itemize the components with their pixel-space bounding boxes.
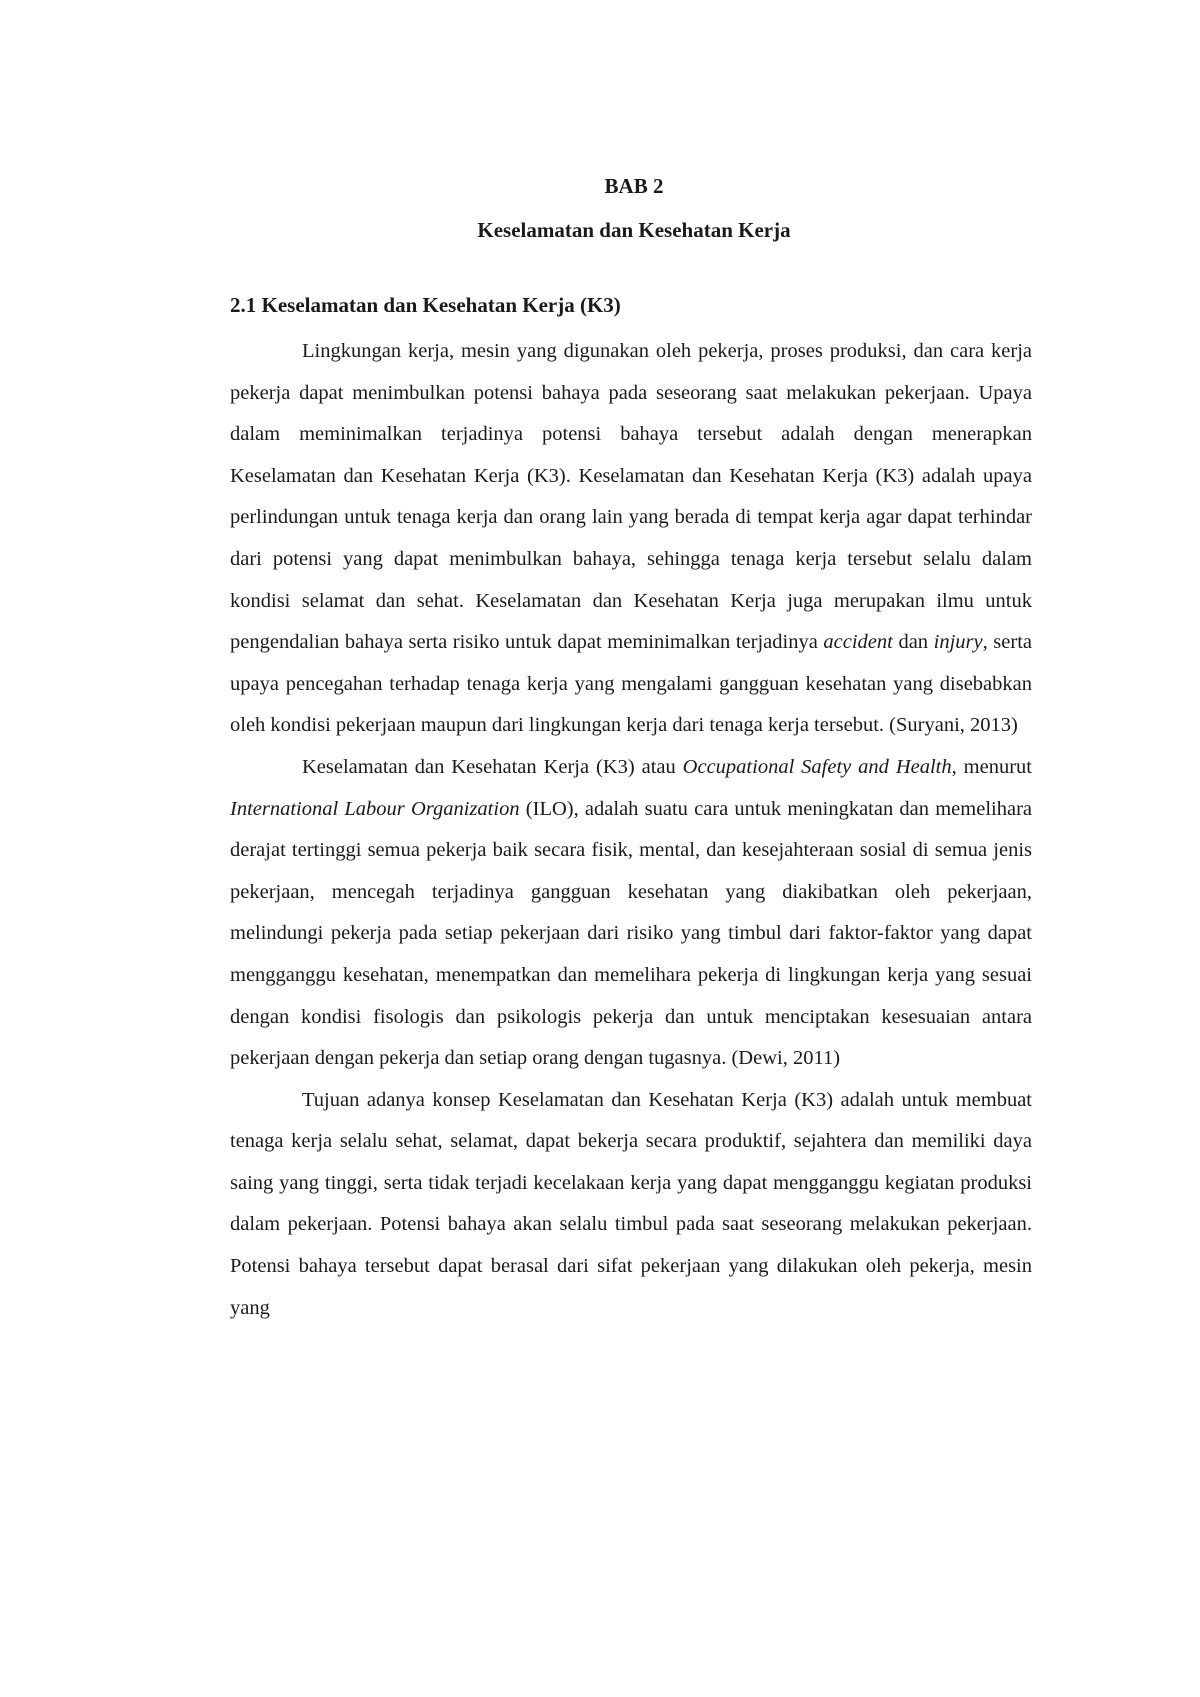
paragraph-1-text-b: dan	[892, 631, 934, 654]
chapter-title: Keselamatan dan Kesehatan Kerja	[477, 218, 791, 242]
paragraph-1-term-accident: accident	[823, 631, 893, 654]
paragraph-2-text-a: Keselamatan dan Kesehatan Kerja (K3) atau	[302, 755, 683, 778]
paragraph-2-term-ilo: International Labour Organization	[230, 797, 520, 820]
paragraph-1	[230, 331, 1032, 747]
section-heading: 2.1 Keselamatan dan Kesehatan Kerja (K3)	[230, 293, 621, 317]
paragraph-2	[230, 747, 1032, 1080]
paragraph-2-text-b: , menurut	[951, 755, 1032, 778]
paragraph-1-term-injury: injury	[933, 631, 983, 654]
paragraph-1-text-a: Lingkungan kerja, mesin yang digunakan oleh pekerja, proses produksi, dan cara kerja pekerja dapat menimbulkan potensi bahaya pada seseorang saat melakukan pekerjaan. Upaya dalam meminimalkan terjadinya potensi bahaya tersebut adalah dengan menerapkan Keselamatan dan Kesehatan Kerja (K3). Keselamatan dan Kesehatan Kerja (K3) adalah upaya perlindungan untuk tenaga kerja dan orang lain yang berada di tempat kerja agar dapat terhindar dari potensi yang dapat menimbulkan bahaya, sehingga tenaga kerja tersebut selalu dalam kondisi selamat dan sehat. Keselamatan dan Kesehatan Kerja juga merupakan ilmu untuk pengendalian bahaya serta risiko untuk dapat meminimalkan terjadinya	[230, 340, 1032, 654]
paragraph-3: Tujuan adanya konsep Keselamatan dan Kesehatan Kerja (K3) adalah untuk membuat tenaga kerja selalu sehat, selamat, dapat bekerja secara produktif, sejahtera dan memiliki daya saing yang tinggi, serta tidak terjadi kecelakaan kerja yang dapat mengganggu kegiatan produksi dalam pekerjaan. Potensi bahaya akan selalu timbul pada saat seseorang melakukan pekerjaan. Potensi bahaya tersebut dapat berasal dari sifat pekerjaan yang dilakukan oleh pekerja, mesin yang	[230, 1088, 1032, 1319]
paragraph-1-text-c: , serta upaya pencegahan terhadap tenaga kerja yang mengalami gangguan kesehatan yang disebabkan oleh kondisi pekerjaan maupun dari lingkungan kerja dari tenaga kerja tersebut. (Suryani, 2013)	[230, 631, 1032, 737]
paragraph-2-term-osh: Occupational Safety and Health	[682, 755, 952, 778]
chapter-number: BAB 2	[604, 174, 664, 198]
paragraph-2-text-c: (ILO), adalah suatu cara untuk meningkatan dan memelihara derajat tertinggi semua pekerja baik secara fisik, mental, dan kesejahteraan sosial di semua jenis pekerjaan, mencegah terjadinya gangguan kesehatan yang diakibatkan oleh pekerjaan, melindungi pekerja pada setiap pekerjaan dari risiko yang timbul dari faktor-faktor yang dapat mengganggu kesehatan, menempatkan dan memelihara pekerja di lingkungan kerja yang sesuai dengan kondisi fisologis dan psikologis pekerja dan untuk menciptakan kesesuaian antara pekerjaan dengan pekerja dan setiap orang dengan tugasnya. (Dewi, 2011)	[230, 797, 1032, 1070]
body-text	[230, 331, 1032, 1329]
